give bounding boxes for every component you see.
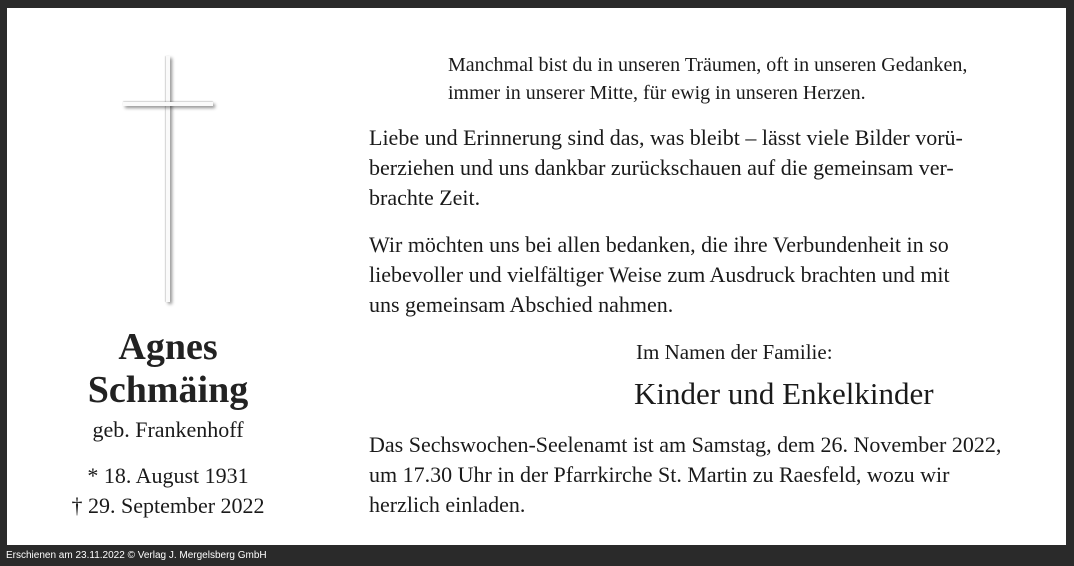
publication-footer: Erschienen am 23.11.2022 © Verlag J. Mergelsberg GmbH	[6, 550, 267, 561]
text-line: uns gemeinsam Abschied nahmen.	[369, 292, 674, 317]
paragraph-memory	[369, 123, 963, 213]
cross-icon	[123, 56, 219, 306]
paragraph-thanks	[369, 230, 950, 320]
signature-names: Kinder und Enkelkinder	[634, 376, 934, 411]
cross-vertical-beam	[166, 56, 170, 302]
text-line: Liebe und Erinnerung sind das, was bleibt – lässt viele Bilder vorü-	[369, 125, 963, 150]
text-line: liebevoller und vielfältiger Weise zum Ausdruck brachten und mit	[369, 262, 950, 287]
text-line: herzlich einladen.	[369, 492, 526, 517]
text-line: berziehen und uns dankbar zurückschauen auf die gemeinsam ver-	[369, 155, 954, 180]
poem	[448, 51, 967, 107]
text-line: brachte Zeit.	[369, 185, 481, 210]
text-line: Das Sechswochen-Seelenamt ist am Samstag, dem 26. November 2022,	[369, 432, 1002, 457]
death-date: † 29. September 2022	[71, 493, 265, 518]
life-dates	[63, 461, 273, 521]
text-line: um 17.30 Uhr in der Pfarrkirche St. Martin zu Raesfeld, wozu wir	[369, 462, 950, 487]
first-name: Agnes	[118, 326, 218, 368]
signature-intro: Im Namen der Familie:	[636, 340, 833, 364]
poem-line: Manchmal bist du in unseren Träumen, oft in unseren Gedanken,	[448, 54, 968, 76]
cross-horizontal-beam	[123, 102, 213, 106]
deceased-name	[63, 326, 273, 412]
birth-date: * 18. August 1931	[87, 463, 249, 488]
last-name: Schmäing	[87, 369, 249, 411]
poem-line: immer in unserer Mitte, für ewig in unseren Herzen.	[448, 82, 866, 104]
paragraph-service	[369, 430, 1001, 520]
birth-name: geb. Frankenhoff	[92, 417, 244, 442]
obituary-card	[7, 8, 1066, 545]
text-line: Wir möchten uns bei allen bedanken, die ihre Verbundenheit in so	[369, 232, 949, 257]
